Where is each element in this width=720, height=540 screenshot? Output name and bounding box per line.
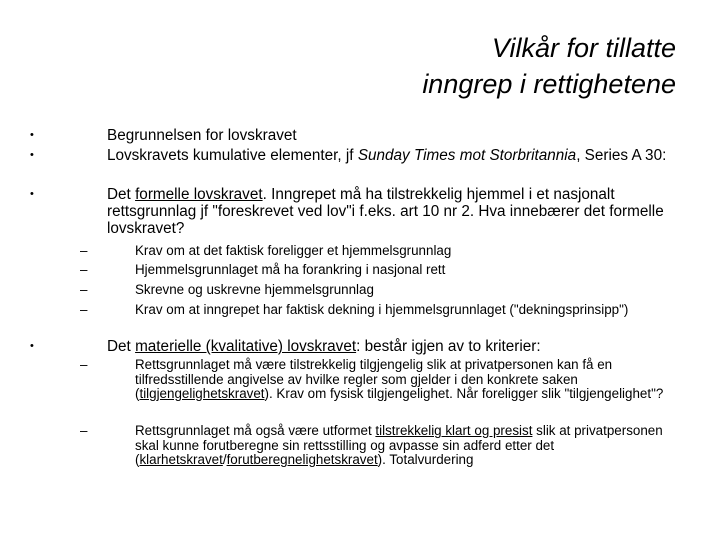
bullet-marker: • (30, 340, 34, 352)
bullet-text-tail: . Inngrepet må ha tilstrekkelig hjemmel i et nasjonalt rettsgrunnlag jf "foreskrevet ved lov"i f.eks. art 10 nr 2. Hva innebærer det formelle lovskravet? (107, 186, 664, 237)
case-name: Sunday Times mot Storbritannia (357, 147, 577, 164)
title-line-1: Vilkår for tillatte (491, 33, 676, 63)
bullet-marker: • (30, 149, 34, 161)
sub-item (80, 357, 675, 402)
accessibility-requirement-term: tilgjengelighetskravet (139, 386, 265, 401)
title-line-2: inngrep i rettighetene (422, 69, 676, 99)
dash-marker: – (80, 302, 88, 317)
sub-item (80, 282, 675, 298)
sub-item-text-tail: ). Totalvurdering (377, 452, 474, 467)
dash-marker: – (80, 243, 88, 258)
dash-marker: – (80, 423, 88, 438)
bullet-item (30, 186, 677, 237)
sub-item-text: Krav om at det faktisk foreligger et hjemmelsgrunnlag (135, 243, 452, 258)
bullet-text: Det (107, 186, 136, 203)
sub-item (80, 302, 675, 318)
sub-item-text: Krav om at inngrepet har faktisk dekning i hjemmelsgrunnlaget ("dekningsprinsipp") (135, 302, 629, 317)
sub-item-text: Rettsgrunnlaget må også være utformet (135, 423, 376, 438)
material-requirement-term: materielle (kvalitative) lovskravet (135, 338, 357, 355)
formal-requirement-term: formelle lovskravet (135, 186, 263, 203)
clarity-phrase: tilstrekkelig klart og presist (375, 423, 533, 438)
sub-item (80, 262, 675, 278)
bullet-text: Lovskravets kumulative elementer, jf (107, 147, 358, 164)
bullet-item (30, 127, 677, 144)
bullet-marker: • (30, 188, 34, 200)
bullet-item (30, 338, 677, 355)
clarity-requirement-term: klarhetskravet (139, 452, 223, 467)
bullet-text: Det (107, 338, 136, 355)
bullet-item (30, 147, 677, 164)
sub-item-text-mid: slik at privatpersonen skal kunne forutberegne sin rettsstilling og avpasse sin adferd etter det ( (135, 423, 663, 467)
dash-marker: – (80, 357, 88, 372)
sub-item (80, 423, 675, 468)
predictability-requirement-term: forutberegnelighetskravet (226, 452, 378, 467)
sub-item-text: Hjemmelsgrunnlaget må ha forankring i nasjonal rett (135, 262, 446, 277)
slide-title (422, 30, 676, 102)
sub-item (80, 243, 675, 259)
sub-item-text-tail: ). Krav om fysisk tilgjengelighet. Når foreligger slik "tilgjengelighet"? (264, 386, 664, 401)
sub-item-text: Skrevne og uskrevne hjemmelsgrunnlag (135, 282, 374, 297)
dash-marker: – (80, 262, 88, 277)
bullet-text-tail: : består igjen av to kriterier: (356, 338, 541, 355)
dash-marker: – (80, 282, 88, 297)
bullet-marker: • (30, 129, 34, 141)
slash: / (222, 452, 227, 467)
bullet-text-tail: , Series A 30: (576, 147, 667, 164)
sub-item-text: Rettsgrunnlaget må være tilstrekkelig tilgjengelig slik at privatpersonen kan få en tilfredsstillende angivelse av hvilke regler som gjelder i den konkrete saken ( (135, 357, 613, 401)
bullet-text: Begrunnelsen for lovskravet (107, 127, 297, 144)
